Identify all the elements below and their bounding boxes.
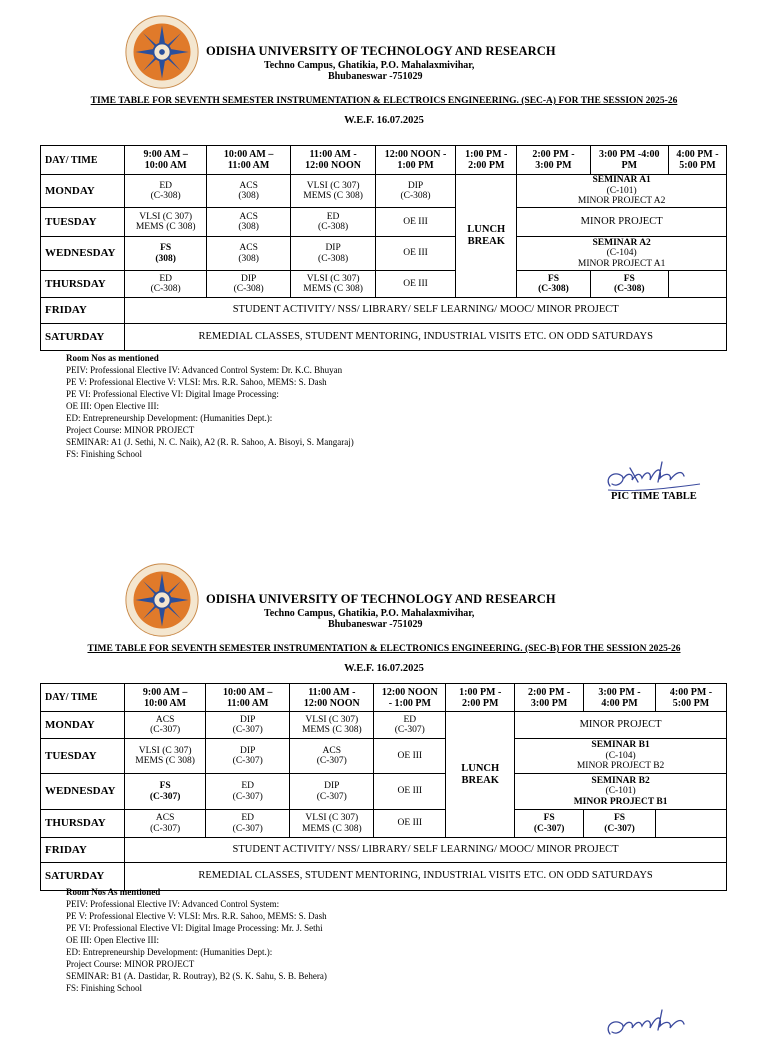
note-line: FS: Finishing School: [66, 983, 143, 993]
class-cell: DIP (C-308): [206, 271, 290, 298]
class-cell: DIP (C-308): [375, 175, 455, 208]
day-friday: FRIDAY: [41, 298, 125, 324]
class-cell-empty: [656, 810, 727, 838]
friday-activity: STUDENT ACTIVITY/ NSS/ LIBRARY/ SELF LEARNING/ MOOC/ MINOR PROJECT: [125, 298, 727, 324]
afternoon-cell: SEMINAR B1 (C-104) MINOR PROJECT B2: [515, 739, 727, 774]
header-slot: 2:00 PM - 3:00 PM: [517, 146, 590, 175]
class-cell: VLSI (C 307) MEMS (C 308): [291, 271, 375, 298]
note-line: SEMINAR: B1 (A. Dastidar, R. Routray), B2 (S. K. Sahu, S. B. Behera): [66, 971, 327, 981]
table-row: [41, 237, 727, 271]
table-row: [41, 774, 727, 810]
address-line-1: Techno Campus, Ghatikia, P.O. Mahalaxmivihar,: [264, 608, 475, 619]
day-tuesday: TUESDAY: [41, 739, 125, 774]
day-thursday: THURSDAY: [41, 810, 125, 838]
afternoon-cell: MINOR PROJECT: [517, 208, 727, 237]
class-cell: FS (C-308): [517, 271, 590, 298]
class-cell: ACS (308): [206, 208, 290, 237]
table-row: [41, 810, 727, 838]
header-slot: 2:00 PM - 3:00 PM: [515, 684, 584, 712]
signature-label: PIC TIME TABLE: [611, 491, 697, 502]
note-line: OE III: Open Elective III:: [66, 401, 159, 411]
class-cell: ED (C-307): [206, 810, 290, 838]
note-line: SEMINAR: A1 (J. Sethi, N. C. Naik), A2 (R. R. Sahoo, A. Bisoyi, S. Mangaraj): [66, 437, 354, 447]
class-cell: OE III: [374, 774, 446, 810]
day-saturday: SATURDAY: [41, 324, 125, 351]
class-cell: OE III: [374, 810, 446, 838]
table-header-row: [41, 684, 727, 712]
afternoon-cell: SEMINAR A1 (C-101) MINOR PROJECT A2: [517, 175, 727, 208]
lunch-break: LUNCH BREAK: [446, 712, 515, 838]
day-friday: FRIDAY: [41, 838, 125, 863]
university-name: ODISHA UNIVERSITY OF TECHNOLOGY AND RESEARCH: [206, 44, 556, 58]
header-slot: 9:00 AM – 10:00 AM: [125, 146, 206, 175]
table-row: [41, 838, 727, 863]
class-cell: VLSI (C 307) MEMS (C 308): [290, 712, 374, 739]
note-line: PE V: Professional Elective V: VLSI: Mrs. R.R. Sahoo, MEMS: S. Dash: [66, 911, 327, 921]
header-slot: 4:00 PM - 5:00 PM: [656, 684, 727, 712]
day-monday: MONDAY: [41, 712, 125, 739]
header-slot: 3:00 PM - 4:00 PM: [584, 684, 656, 712]
class-cell: OE III: [375, 237, 455, 271]
header-slot: 9:00 AM – 10:00 AM: [125, 684, 206, 712]
note-line: FS: Finishing School: [66, 449, 143, 459]
class-cell: ED (C-307): [374, 712, 446, 739]
note-line: Project Course: MINOR PROJECT: [66, 425, 195, 435]
saturday-activity: REMEDIAL CLASSES, STUDENT MENTORING, INDUSTRIAL VISITS ETC. ON ODD SATURDAYS: [125, 863, 727, 891]
note-line: PEIV: Professional Elective IV: Advanced Control System: Dr. K.C. Bhuyan: [66, 365, 343, 375]
saturday-activity: REMEDIAL CLASSES, STUDENT MENTORING, INDUSTRIAL VISITS ETC. ON ODD SATURDAYS: [125, 324, 727, 351]
header-slot: 11:00 AM - 12:00 NOON: [291, 146, 375, 175]
table-row: [41, 208, 727, 237]
day-saturday: SATURDAY: [41, 863, 125, 891]
class-cell: DIP (C-307): [206, 712, 290, 739]
class-cell: ED (C-308): [125, 175, 206, 208]
afternoon-cell: SEMINAR A2 (C-104) MINOR PROJECT A1: [517, 237, 727, 271]
address-line-2: Bhubaneswar -751029: [328, 71, 423, 82]
header-slot: 10:00 AM – 11:00 AM: [206, 684, 290, 712]
header-slot: 1:00 PM - 2:00 PM: [456, 146, 517, 175]
timetable-title: TIME TABLE FOR SEVENTH SEMESTER INSTRUMENTATION & ELECTROICS ENGINEERING. (SEC-A) FOR THE SESSION 2025-26: [90, 96, 678, 106]
header-slot: 3:00 PM -4:00 PM: [590, 146, 668, 175]
lunch-break: LUNCH BREAK: [456, 175, 517, 298]
timetable-grid: [40, 683, 727, 891]
friday-activity: STUDENT ACTIVITY/ NSS/ LIBRARY/ SELF LEARNING/ MOOC/ MINOR PROJECT: [125, 838, 727, 863]
header-day-time: DAY/ TIME: [41, 684, 125, 712]
header-slot: 12:00 NOON - 1:00 PM: [374, 684, 446, 712]
header-slot: 1:00 PM - 2:00 PM: [446, 684, 515, 712]
effective-date: W.E.F. 16.07.2025: [344, 663, 424, 674]
class-cell: FS (C-307): [125, 774, 206, 810]
day-monday: MONDAY: [41, 175, 125, 208]
note-line: OE III: Open Elective III:: [66, 935, 159, 945]
class-cell: OE III: [374, 739, 446, 774]
class-cell: ACS (308): [206, 175, 290, 208]
class-cell: DIP (C-307): [290, 774, 374, 810]
class-cell-empty: [668, 271, 726, 298]
note-line: PE VI: Professional Elective VI: Digital Image Processing: Mr. J. Sethi: [66, 923, 323, 933]
day-wednesday: WEDNESDAY: [41, 237, 125, 271]
class-cell: ED (C-307): [206, 774, 290, 810]
class-cell: OE III: [375, 208, 455, 237]
header-slot: 12:00 NOON - 1:00 PM: [375, 146, 455, 175]
class-cell: VLSI (C 307) MEMS (C 308): [290, 810, 374, 838]
notes-block: [66, 352, 354, 460]
afternoon-cell: MINOR PROJECT: [515, 712, 727, 739]
class-cell: FS (308): [125, 237, 206, 271]
class-cell: ACS (308): [206, 237, 290, 271]
effective-date: W.E.F. 16.07.2025: [344, 115, 424, 126]
table-header-row: [41, 146, 727, 175]
class-cell: ED (C-308): [125, 271, 206, 298]
table-row: [41, 298, 727, 324]
class-cell: DIP (C-307): [206, 739, 290, 774]
class-cell: VLSI (C 307) MEMS (C 308): [291, 175, 375, 208]
class-cell: FS (C-307): [584, 810, 656, 838]
header-day-time: DAY/ TIME: [41, 146, 125, 175]
note-line: PE V: Professional Elective V: VLSI: Mrs. R.R. Sahoo, MEMS: S. Dash: [66, 377, 327, 387]
header-slot: 10:00 AM – 11:00 AM: [206, 146, 290, 175]
timetable-title: TIME TABLE FOR SEVENTH SEMESTER INSTRUMENTATION & ELECTRONICS ENGINEERING. (SEC-B) FOR THE SESSION 2025-26: [87, 644, 681, 654]
class-cell: DIP (C-308): [291, 237, 375, 271]
table-row: [41, 712, 727, 739]
header-slot: 4:00 PM - 5:00 PM: [668, 146, 726, 175]
class-cell: FS (C-307): [515, 810, 584, 838]
day-thursday: THURSDAY: [41, 271, 125, 298]
signature-icon: [600, 988, 710, 1038]
header-slot: 11:00 AM - 12:00 NOON: [290, 684, 374, 712]
note-line: Project Course: MINOR PROJECT: [66, 959, 195, 969]
class-cell: FS (C-308): [590, 271, 668, 298]
table-row: [41, 324, 727, 351]
address-line-2: Bhubaneswar -751029: [328, 619, 423, 630]
class-cell: VLSI (C 307) MEMS (C 308): [125, 208, 206, 237]
class-cell: ACS (C-307): [125, 810, 206, 838]
university-logo-icon: [124, 562, 200, 638]
class-cell: VLSI (C 307) MEMS (C 308): [125, 739, 206, 774]
note-line: ED: Entrepreneurship Development: (Humanities Dept.):: [66, 413, 273, 423]
table-row: [41, 271, 727, 298]
table-row: [41, 175, 727, 208]
notes-heading: Room Nos As mentioned: [66, 887, 161, 897]
day-tuesday: TUESDAY: [41, 208, 125, 237]
note-line: PEIV: Professional Elective IV: Advanced Control System:: [66, 899, 280, 909]
afternoon-cell: SEMINAR B2 (C-101) MINOR PROJECT B1: [515, 774, 727, 810]
note-line: ED: Entrepreneurship Development: (Humanities Dept.):: [66, 947, 273, 957]
timetable-grid: [40, 145, 727, 351]
class-cell: ACS (C-307): [125, 712, 206, 739]
day-wednesday: WEDNESDAY: [41, 774, 125, 810]
notes-heading: Room Nos as mentioned: [66, 353, 159, 363]
notes-block: [66, 886, 327, 994]
table-row: [41, 739, 727, 774]
university-logo-icon: [124, 14, 200, 90]
university-name: ODISHA UNIVERSITY OF TECHNOLOGY AND RESEARCH: [206, 592, 556, 606]
address-line-1: Techno Campus, Ghatikia, P.O. Mahalaxmivihar,: [264, 60, 475, 71]
class-cell: ACS (C-307): [290, 739, 374, 774]
class-cell: OE III: [375, 271, 455, 298]
note-line: PE VI: Professional Elective VI: Digital Image Processing:: [66, 389, 279, 399]
class-cell: ED (C-308): [291, 208, 375, 237]
